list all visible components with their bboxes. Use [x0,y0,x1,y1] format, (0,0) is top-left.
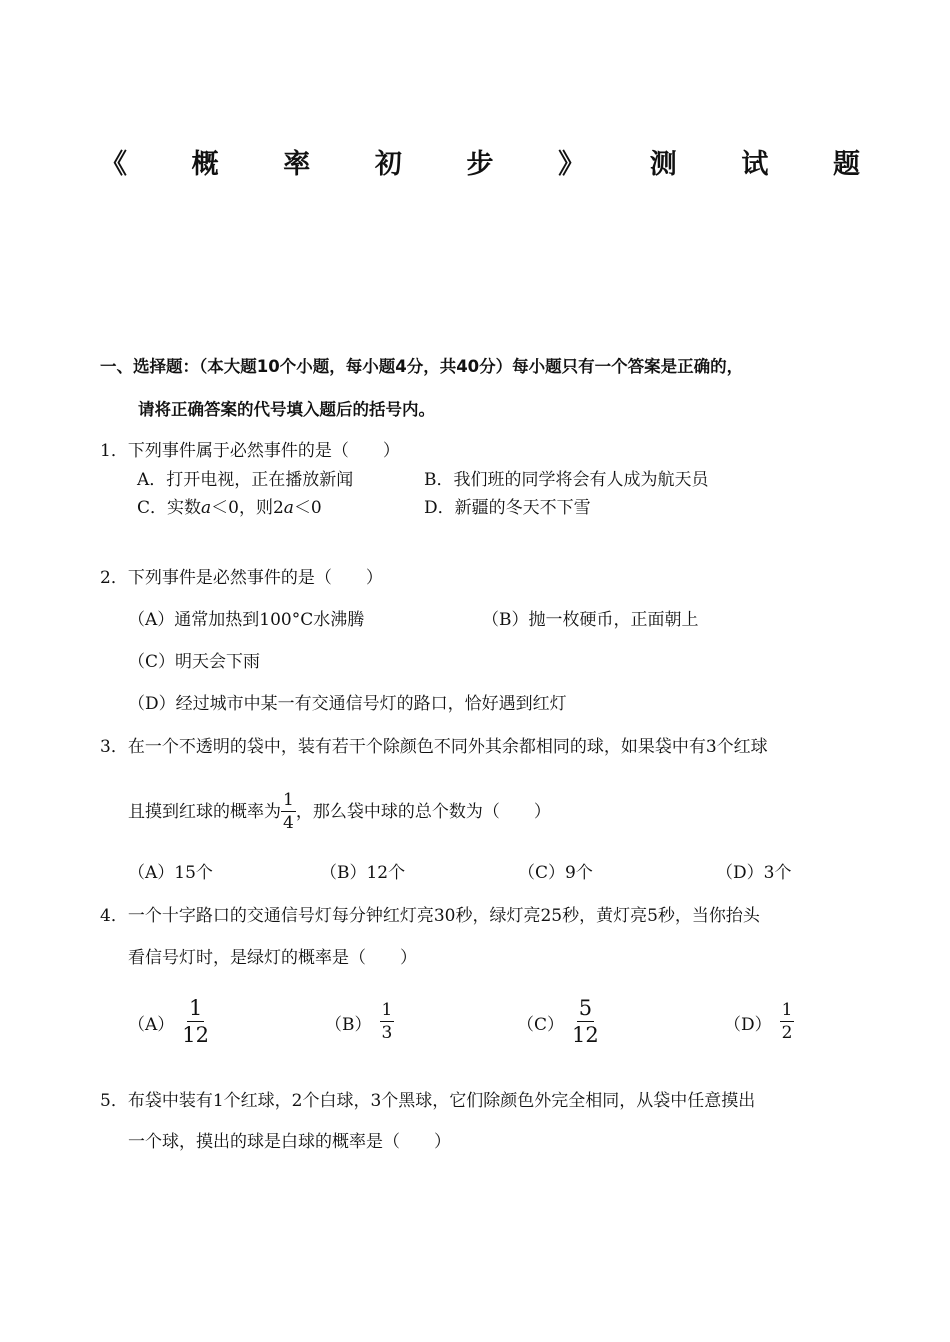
fraction-numerator: 1 [781,1000,793,1020]
question-1-option-d: D．新疆的冬天不下雪 [424,498,591,518]
variable-a: a [201,498,212,518]
fraction-numerator: 1 [188,996,203,1020]
title-char: 概 [191,149,219,180]
option-label: （C） [517,1014,565,1035]
option-label: （B） [325,1014,372,1035]
question-3-option-b: （B）12个 [320,863,406,883]
question-2-option-b: （B）抛一枚硬币，正面朝上 [482,610,699,630]
question-4-option-b [325,1002,394,1042]
option-label: （D） [724,1014,772,1035]
option-c-text: ＜0 [293,498,322,518]
question-4-option-d [724,1002,794,1042]
title-char: 试 [741,149,769,180]
question-5-stem: 5．布袋中装有1个红球，2个白球，3个黑球，它们除颜色外完全相同，从袋中任意摸出 [100,1091,756,1111]
fraction [780,1002,795,1042]
title-char: 率 [283,149,311,180]
fraction-denominator: 3 [381,1023,393,1043]
section-heading-cont: 请将正确答案的代号填入题后的括号内。 [138,400,435,419]
question-1-option-c [137,497,322,519]
question-5-stem-cont: 一个球，摸出的球是白球的概率是（ ） [128,1132,451,1152]
fraction [380,1002,395,1042]
title-char: 题 [833,149,860,180]
question-1-stem: 1．下列事件属于必然事件的是（ ） [100,441,400,461]
question-1-option-a: A．打开电视，正在播放新闻 [137,470,354,490]
section-heading: 一、选择题：（本大题10个小题，每小题4分，共40分）每小题只有一个答案是正确的， [100,357,744,376]
question-2-option-c: （C）明天会下雨 [128,652,261,672]
fraction-denominator: 4 [283,813,294,833]
question-3-stem-cont [128,792,551,832]
stem-text: ，那么袋中球的总个数为（ ） [295,802,551,822]
title-char: 》 [558,149,586,180]
option-c-text: C．实数 [137,498,202,518]
question-4-stem: 4．一个十字路口的交通信号灯每分钟红灯亮30秒，绿灯亮25秒，黄灯亮5秒，当你抬头 [100,906,760,926]
question-4-option-c [517,998,599,1046]
page-title [100,142,860,181]
question-2-option-a: （A）通常加热到100°C水沸腾 [128,610,365,630]
variable-a: a [283,498,294,518]
question-4-stem-cont: 看信号灯时，是绿灯的概率是（ ） [128,948,417,968]
question-3-stem: 3．在一个不透明的袋中，装有若干个除颜色不同外其余都相同的球，如果袋中有3个红球 [100,737,768,757]
fraction-denominator: 2 [781,1023,793,1043]
fraction-denominator: 12 [572,1023,599,1047]
question-1-option-b: B．我们班的同学将会有人成为航天员 [424,470,709,490]
option-c-text: ＜0，则2 [211,498,284,518]
title-char: 初 [374,149,402,180]
question-2-stem: 2．下列事件是必然事件的是（ ） [100,568,383,588]
question-2-option-d: （D）经过城市中某一有交通信号灯的路口，恰好遇到红灯 [128,694,567,714]
fraction-numerator: 1 [283,790,294,810]
title-char: 《 [100,149,127,180]
fraction-numerator: 1 [381,1000,393,1020]
option-label: （A） [128,1014,175,1035]
question-4-option-a [128,998,209,1046]
question-3-option-d: （D）3个 [716,863,792,883]
title-char: 测 [649,149,677,180]
fraction-denominator: 12 [182,1023,210,1047]
stem-text: 且摸到红球的概率为 [128,802,281,822]
fraction-numerator: 5 [578,996,593,1020]
title-char: 步 [466,149,494,180]
fraction [182,998,209,1046]
question-3-option-c: （C）9个 [518,863,593,883]
fraction [572,998,599,1046]
question-3-option-a: （A）15个 [128,863,213,883]
fraction [281,792,296,832]
